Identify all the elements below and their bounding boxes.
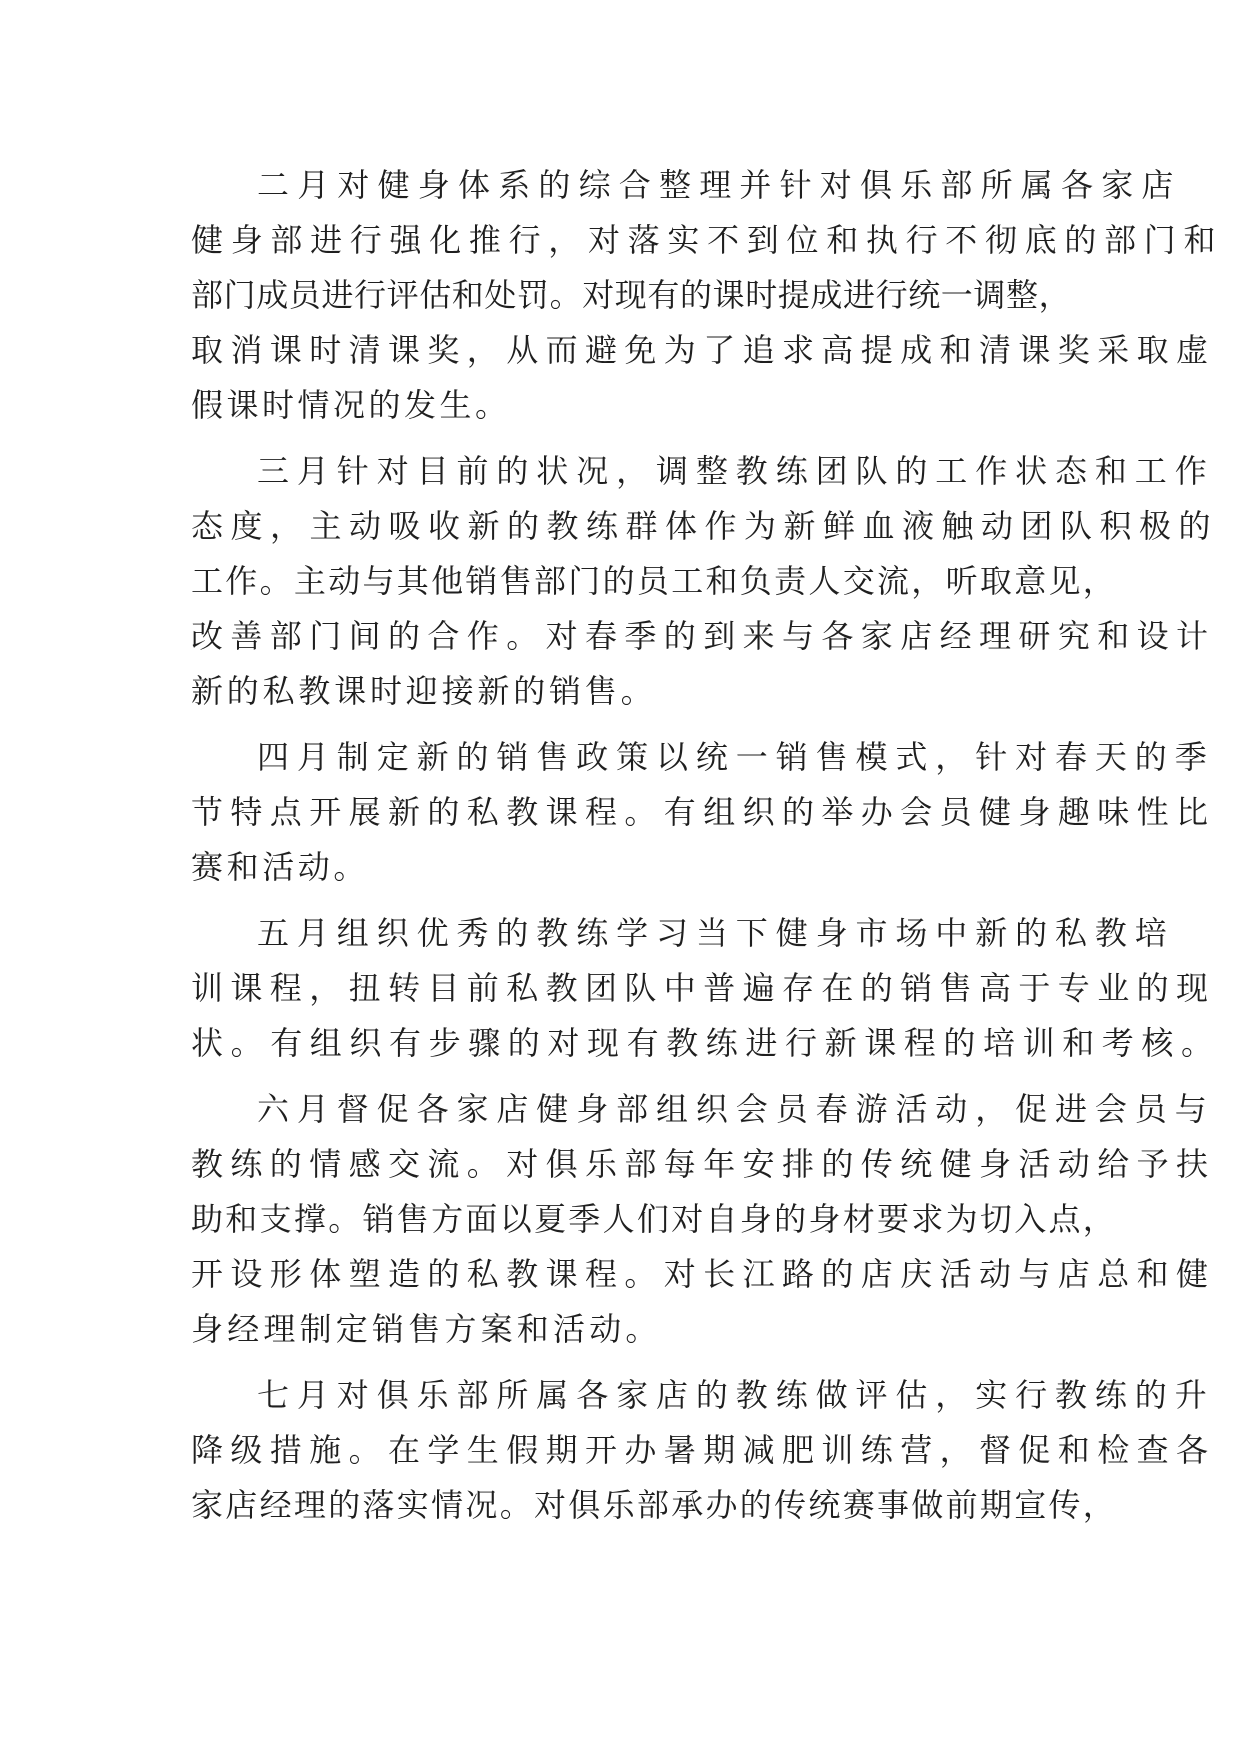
paragraph-4-line-3: 状。有组织有步骤的对现有教练进行新课程的培训和考核。 (191, 1024, 1221, 1062)
paragraph-6-line-1: 七月对俱乐部所属各家店的教练做评估，实行教练的升 (257, 1376, 1215, 1414)
paragraph-4-line-1: 五月组织优秀的教练学习当下健身市场中新的私教培 (257, 914, 1175, 952)
paragraph-2-line-4: 改善部门间的合作。对春季的到来与各家店经理研究和设计 (191, 617, 1216, 655)
paragraph-5-line-3: 助和支撑。销售方面以夏季人们对自身的身材要求为切入点， (191, 1200, 1118, 1238)
paragraph-1-line-5: 假课时情况的发生。 (191, 386, 511, 424)
paragraph-1-line-3: 部门成员进行评估和处罚。对现有的课时提成进行统一调整， (191, 276, 1072, 314)
paragraph-3-line-3: 赛和活动。 (191, 848, 370, 886)
paragraph-3-line-1: 四月制定新的销售政策以统一销售模式，针对春天的季 (257, 738, 1215, 776)
paragraph-1-line-1: 二月对健身体系的综合整理并针对俱乐部所属各家店 (257, 166, 1182, 204)
paragraph-1-line-4: 取消课时清课奖，从而避免为了追求高提成和清课奖采取虚 (191, 331, 1216, 369)
paragraph-6-line-3: 家店经理的落实情况。对俱乐部承办的传统赛事做前期宣传， (191, 1486, 1118, 1524)
paragraph-5-line-5: 身经理制定销售方案和活动。 (191, 1310, 662, 1348)
paragraph-4-line-2: 训课程，扭转目前私教团队中普遍存在的销售高于专业的现 (191, 969, 1216, 1007)
paragraph-2-line-1: 三月针对目前的状况，调整教练团队的工作状态和工作 (257, 452, 1215, 490)
paragraph-3-line-2: 节特点开展新的私教课程。有组织的举办会员健身趣味性比 (191, 793, 1216, 831)
paragraph-5-line-2: 教练的情感交流。对俱乐部每年安排的传统健身活动给予扶 (191, 1145, 1216, 1183)
paragraph-2-line-5: 新的私教课时迎接新的销售。 (191, 672, 657, 710)
paragraph-5-line-1: 六月督促各家店健身部组织会员春游活动，促进会员与 (257, 1090, 1215, 1128)
paragraph-6-line-2: 降级措施。在学生假期开办暑期减肥训练营，督促和检查各 (191, 1431, 1216, 1469)
paragraph-5-line-4: 开设形体塑造的私教课程。对长江路的店庆活动与店总和健 (191, 1255, 1216, 1293)
paragraph-2-line-2: 态度，主动吸收新的教练群体作为新鲜血液触动团队积极的 (191, 507, 1219, 545)
paragraph-1-line-2: 健身部进行强化推行，对落实不到位和执行不彻底的部门和 (191, 221, 1224, 259)
paragraph-2-line-3: 工作。主动与其他销售部门的员工和负责人交流，听取意见， (191, 562, 1118, 600)
